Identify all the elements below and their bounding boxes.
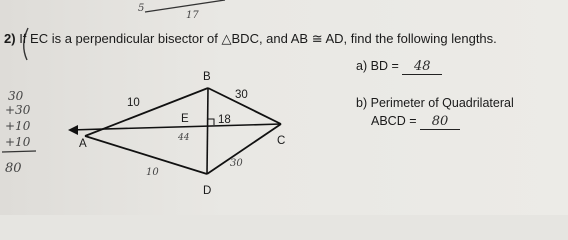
- length-dc: 30: [230, 158, 243, 169]
- answer-a-value: 48: [413, 59, 431, 74]
- margin-work-3: +10: [5, 119, 31, 133]
- margin-work-2: +30: [5, 103, 31, 117]
- length-ab: 10: [127, 97, 140, 109]
- segment-bd: [207, 88, 208, 174]
- answer-b-field[interactable]: [420, 114, 460, 130]
- top-scribble-a: 5: [138, 3, 145, 14]
- vertex-e: E: [181, 113, 189, 125]
- right-angle-icon: [208, 119, 214, 125]
- margin-work-4: +10: [5, 135, 31, 149]
- segment-dc: [207, 124, 281, 174]
- question-a-label: BD =: [370, 59, 399, 73]
- arrow-left-icon: [68, 125, 78, 135]
- question-b-prefix: b): [356, 96, 368, 110]
- margin-work-1: 30: [8, 89, 24, 103]
- question-a: [356, 59, 442, 75]
- margin-sum-line: [2, 151, 36, 152]
- length-ad: 10: [146, 167, 159, 178]
- problem-number: 2): [4, 31, 16, 46]
- problem-statement: [4, 31, 497, 47]
- question-b-label: Perimeter of Quadrilateral: [370, 96, 514, 110]
- length-eb: 18: [218, 114, 231, 126]
- vertex-c: C: [277, 135, 286, 147]
- vertex-b: B: [203, 71, 211, 83]
- problem-text: If EC is a perpendicular bisector of △BDC, and AB ≅ AD, find the following lengths.: [19, 31, 497, 46]
- question-b-line2: [371, 114, 460, 130]
- vertex-d: D: [203, 185, 212, 197]
- top-scribble-b: 17: [186, 10, 199, 21]
- answer-a-field[interactable]: [402, 59, 442, 75]
- length-bc: 30: [235, 89, 248, 101]
- segment-ec: [70, 124, 281, 130]
- question-b-label2: ABCD =: [371, 114, 417, 128]
- margin-work-5: 80: [5, 161, 22, 176]
- top-scribble-line: [145, 0, 225, 12]
- vertex-a: A: [79, 138, 87, 150]
- length-ae: 44: [178, 133, 190, 143]
- question-a-prefix: a): [356, 59, 368, 73]
- question-b: [356, 96, 514, 110]
- answer-b-value: 80: [431, 114, 449, 129]
